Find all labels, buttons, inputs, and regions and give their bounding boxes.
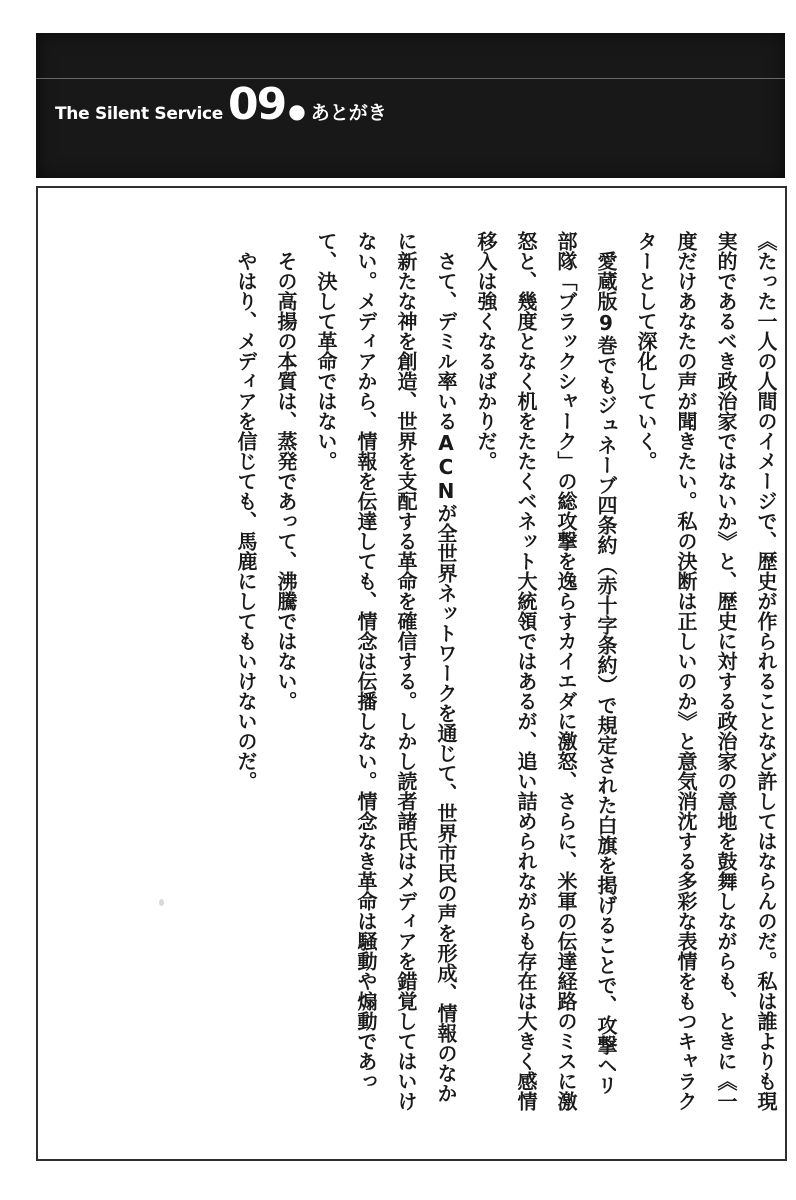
afterword-vertical-text (226, 231, 786, 1113)
afterword-paragraph-2: 愛蔵版9巻でもジュネーブ四条約（赤十字条約）で規定された白旗を掲げることで、攻撃ヘリ部隊「ブラックシャーク」の総攻撃を逸らすカイエダに激怒、さらに、米軍の伝達経路のミスに激怒と、幾度となく机をたたくベネット大統領ではあるが、追い詰められながらも存在は大きく感情移入は強くなるばかりだ。 (474, 231, 618, 1111)
scan-speck (159, 899, 164, 906)
series-title: The Silent Service (55, 104, 223, 124)
afterword-paragraph-1: 《たった一人の人間のイメージで、歴史が作られることなど許してはならんのだ。私は誰よりも現実的であるべき政治家ではないか》と、歴史に対する政治家の意地を鼓舞しながらも、ときに《一度だけあなたの声が聞きたい。私の決断は正しいのか》と意気消沈する多彩な表情をもつキャラクターとして深化していく。 (634, 231, 778, 1111)
afterword-paragraph-5: やはり、メディアを信じても、馬鹿にしてもいけないのだ。 (234, 251, 258, 791)
volume-number: 09 (228, 79, 286, 130)
afterword-paragraph-4: その高揚の本質は、蒸発であって、沸騰ではない。 (274, 251, 298, 711)
section-title: あとがき (310, 102, 387, 124)
afterword-paragraph-3: さて、デミル率いるACNが全世界ネットワークを通じて、世界市民の声を形成、情報のなかに新たな神を創造、世界を支配する革命を確信する。しかし読者諸氏はメディアを錯覚してはいけない。メディアから、情報を伝達しても、情念は伝播しない。情念なき革命は騒動や煽動であって、決して革命ではない。 (314, 231, 458, 1111)
banner-title-row (55, 33, 387, 130)
header-banner (36, 33, 785, 178)
bullet-icon: ● (288, 99, 306, 123)
